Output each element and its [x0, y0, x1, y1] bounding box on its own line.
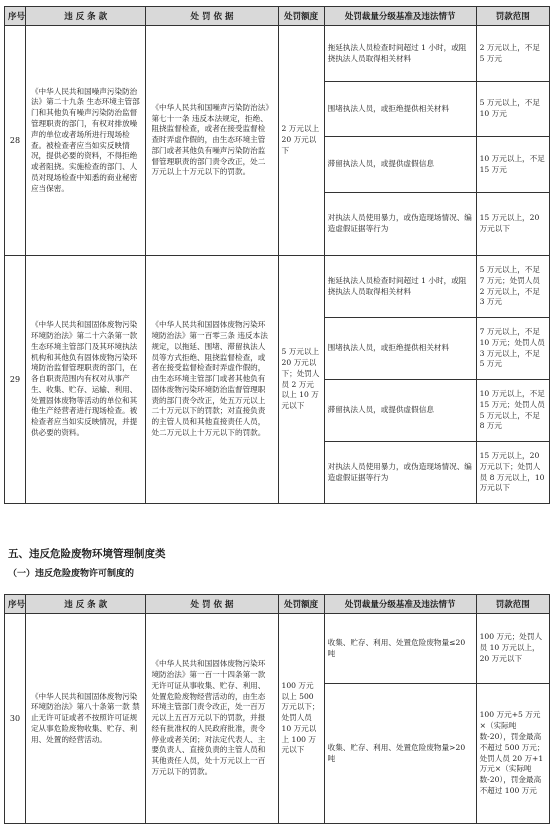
table-row — [5, 614, 550, 684]
discretion-standard: 拖延执法人员检查时间超过 1 小时，或阻挠执法人员取得相关材料 — [324, 26, 476, 82]
fine-range: 7 万元以上，不足 10 万元；处罚人员 3 万元以上，不足 5 万元 — [476, 318, 549, 380]
fine-range: 10 万元以上，不足 15 万元 — [476, 137, 549, 193]
fine-range: 5 万元以上，不足 7 万元；处罚人员 2 万元以上，不足 3 万元 — [476, 256, 549, 318]
penalty-basis: 《中华人民共和国固体废物污染环境防治法》第一百一十四条第一款 无许可证从事收集、贮存、利用、处置危险废物经营活动的，由生态环境主管部门责令改正，处一百万元以上五百万元以下的罚款，并报经有批准权的人民政府批准，责令停业或者关闭；对法定代表人、主要负责人、直接负责的主管人员和其他责任人员，处十万元以上一百万元以下的罚款。 — [146, 614, 278, 824]
discretion-standard: 围堵执法人员，或拒绝提供相关材料 — [324, 82, 476, 137]
header-standard: 处罚裁量分级基准及违法情节 — [324, 595, 476, 614]
header-clause: 违 反 条 款 — [25, 595, 146, 614]
violated-clause: 《中华人民共和国固体废物污染环境防治法》第二十六条第一款 生态环境主管部门及其环境执法机构和其他负有固体废物污染环境防治监督管理职责的部门，在各自职责范围内有权对从事产生、收集、贮存、运输、利用、处置固体废物等活动的单位和其他生产经营者进行现场检查。被检查者应当如实反映情况，并提供必要的资料。 — [25, 256, 146, 504]
row-number: 30 — [5, 614, 26, 824]
discretion-standard: 滞留执法人员，或提供虚假信息 — [324, 380, 476, 442]
discretion-standard: 对执法人员使用暴力，或伪造现场情况、编造虚假证据等行为 — [324, 442, 476, 504]
penalty-table-1 — [4, 6, 550, 504]
header-amount: 处罚额度 — [278, 7, 324, 26]
fine-range: 15 万元以上，20 万元以下；处罚人员 8 万元以上，10 万元以下 — [476, 442, 549, 504]
discretion-standard: 拖延执法人员检查时间超过 1 小时，或阻挠执法人员取得相关材料 — [324, 256, 476, 318]
header-clause: 违 反 条 款 — [25, 7, 146, 26]
penalty-amount: 100 万元以上 500 万元以下；处罚人员 10 万元以上 100 万元以下 — [278, 614, 324, 824]
table-header-row — [5, 595, 550, 614]
header-amount: 处罚额度 — [278, 595, 324, 614]
fine-range: 2 万元以上，不足 5 万元 — [476, 26, 549, 82]
fine-range: 15 万元以上，20 万元以下 — [476, 193, 549, 256]
violated-clause: 《中华人民共和国固体废物污染环境防治法》第八十条第一款 禁止无许可证或者不按照许可证规定从事危险废物收集、贮存、利用、处置的经营活动。 — [25, 614, 146, 824]
table-row — [5, 26, 550, 82]
penalty-basis: 《中华人民共和国噪声污染防治法》第七十一条 违反本法规定，拒绝、阻挠监督检查，或者在接受监督检查时弄虚作假的，由生态环境主管部门或者其他负有噪声污染防治监督管理职责的部门责令改正，处二万元以上十万元以下的罚款。 — [146, 26, 278, 256]
header-standard: 处罚裁量分级基准及违法情节 — [324, 7, 476, 26]
penalty-amount: 2 万元以上 20 万元以下 — [278, 26, 324, 256]
header-basis: 处 罚 依 据 — [146, 7, 278, 26]
violated-clause: 《中华人民共和国噪声污染防治法》第二十九条 生态环境主管部门和其他负有噪声污染防治监督管理职责的部门，有权对排放噪声的单位或者场所进行现场检查。被检查者应当如实反映情况，提供必要的资料，不得拒绝或者阻挠。实施检查的部门、人员对现场检查中知悉的商业秘密应当保密。 — [25, 26, 146, 256]
fine-range: 100 万元；处罚人员 10 万元以上，20 万元以下 — [476, 614, 549, 684]
table-row — [5, 256, 550, 318]
header-no: 序号 — [5, 595, 26, 614]
fine-range: 100 万元+5 万元×（实际吨数-20），罚金最高不超过 500 万元；处罚人员 20 万+1 万元×（实际吨数-20），罚金最高不超过 100 万元 — [476, 684, 549, 824]
subsection-title: （一）违反危险废物许可制度的 — [8, 569, 135, 579]
penalty-table-2 — [4, 594, 550, 824]
penalty-basis: 《中华人民共和国固体废物污染环境防治法》第一百零三条 违反本法规定，以拖延、围堵、滞留执法人员等方式拒绝、阻挠监督检查，或者在接受监督检查时弄虚作假的，由生态环境主管部门或者其他负有固体废物污染环境防治监督管理职责的部门责令改正，处五万元以上二十万元以下的罚款；对直接负责的主管人员和其他直接责任人员，处二万元以上十万元以下的罚款。 — [146, 256, 278, 504]
discretion-standard: 围堵执法人员，或拒绝提供相关材料 — [324, 318, 476, 380]
section-title: 五、违反危险废物环境管理制度类 — [8, 548, 166, 560]
header-basis: 处 罚 依 据 — [146, 595, 278, 614]
header-no: 序号 — [5, 7, 26, 26]
discretion-standard: 收集、贮存、利用、处置危险废物量≤20 吨 — [324, 614, 476, 684]
discretion-standard: 对执法人员使用暴力，或伪造现场情况、编造虚假证据等行为 — [324, 193, 476, 256]
fine-range: 10 万元以上，不足 15 万元；处罚人员 5 万元以上，不足 8 万元 — [476, 380, 549, 442]
header-range: 罚款范围 — [476, 7, 549, 26]
discretion-standard: 收集、贮存、利用、处置危险废物量>20 吨 — [324, 684, 476, 824]
discretion-standard: 滞留执法人员，或提供虚假信息 — [324, 137, 476, 193]
row-number: 29 — [5, 256, 26, 504]
table-header-row — [5, 7, 550, 26]
header-range: 罚款范围 — [476, 595, 549, 614]
penalty-amount: 5 万元以上 20 万元以下；处罚人员 2 万元以上 10 万元以下 — [278, 256, 324, 504]
row-number: 28 — [5, 26, 26, 256]
fine-range: 5 万元以上，不足 10 万元 — [476, 82, 549, 137]
